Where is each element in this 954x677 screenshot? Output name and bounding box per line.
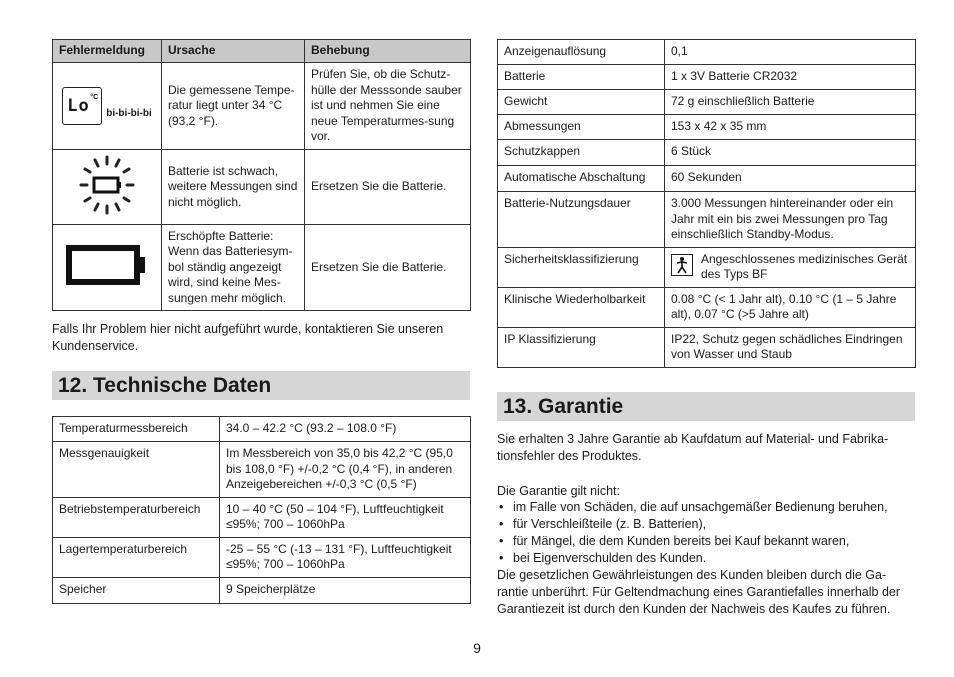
spec-label: Lagertemperaturbereich [53, 537, 220, 577]
table-row [498, 115, 916, 140]
remedy-cell: Ersetzen Sie die Batterie. [305, 150, 471, 225]
table-row [53, 417, 471, 442]
table-row [53, 577, 471, 603]
type-bf-applied-part-icon [671, 254, 693, 276]
table-row [498, 90, 916, 115]
spec-value: IP22, Schutz gegen schädliches Eindringen von Wasser und Staub [665, 327, 916, 367]
table-row [53, 497, 471, 537]
remedy-cell: Ersetzen Sie die Batterie. [305, 225, 471, 311]
spec-value: 3.000 Messungen hintereinander oder ein Jahr mit ein bis zwei Messungen pro Tag einschließlich Standby-Modus. [665, 192, 916, 248]
tech-specs-table-right [497, 39, 916, 368]
spec-value: -25 – 55 °C (-13 – 131 °F), Luftfeuchtigkeit ≤95%; 700 – 1060hPa [220, 537, 471, 577]
spec-label: Gewicht [498, 90, 665, 115]
spec-value: 0,1 [665, 40, 916, 65]
list-item: • für Mängel, die dem Kunden bereits bei Kauf bekannt waren, [497, 533, 917, 550]
table-row [53, 150, 471, 225]
spec-value: Im Messbereich von 35,0 bis 42,2 °C (95,0 bis 108,0 °F) +/-0,2 °C (0,4 °F), in anderen Anzeigebereichen +/-0,3 °C (0,5 °F) [220, 442, 471, 498]
table-row [498, 166, 916, 192]
table-row [53, 537, 471, 577]
warranty-exclusions-lead: Die Garantie gilt nicht: [497, 484, 620, 498]
table-row [53, 225, 471, 311]
remedy-cell: Prüfen Sie, ob die Schutz-hülle der Messsonde sauber ist und nehmen Sie eine neue Temperaturmes-sung vor. [305, 63, 471, 150]
spec-label: Temperaturmessbereich [53, 417, 220, 442]
spec-label: Anzeigenauflösung [498, 40, 665, 65]
table-row [498, 40, 916, 65]
spec-label: Automatische Abschaltung [498, 166, 665, 192]
spec-value: Angeschlossenes medizinisches Gerät des Typs BF [701, 251, 908, 281]
cause-cell: Erschöpfte Batterie: Wenn das Batteriesym-bol ständig angezeigt wird, sind keine Mes-sungen mehr möglich. [162, 225, 305, 311]
warranty-closing: Die gesetzlichen Gewährleistungen des Kunden bleiben durch die Ga-rantie unberührt. Für Geltendmachung eines Garantiefalles innerhalb der Garantiezeit ist durch den Kunden der Nachweis des Kaufes zu führen. [497, 568, 901, 616]
spec-value: 0.08 °C (< 1 Jahr alt), 0.10 °C (1 – 5 Jahre alt), 0.07 °C (>5 Jahre alt) [665, 287, 916, 327]
list-item: • für Verschleißteile (z. B. Batterien), [497, 516, 917, 533]
spec-label: Speicher [53, 577, 220, 603]
blinking-battery-svg [75, 155, 139, 215]
spec-value: 6 Stück [665, 140, 916, 166]
section-title-garantie: 13. Garantie [497, 392, 915, 421]
spec-label: Abmessungen [498, 115, 665, 140]
section-title-technische-daten: 12. Technische Daten [52, 371, 470, 400]
header-fehlermeldung: Fehlermeldung [53, 40, 162, 63]
table-row [498, 247, 916, 287]
spec-value: 34.0 – 42.2 °C (93.2 – 108.0 °F) [220, 417, 471, 442]
warranty-intro: Sie erhalten 3 Jahre Garantie ab Kaufdatum auf Material- und Fabrika-tionsfehler des Produktes. [497, 432, 889, 463]
tech-specs-table-left [52, 416, 471, 604]
spec-value: 60 Sekunden [665, 166, 916, 192]
spec-value: 1 x 3V Batterie CR2032 [665, 65, 916, 90]
page-number: 9 [473, 640, 481, 656]
empty-battery-icon [53, 225, 162, 311]
spec-value: 72 g einschließlich Batterie [665, 90, 916, 115]
error-table-header [53, 40, 471, 63]
table-row [498, 287, 916, 327]
lo-temperature-display-icon [53, 63, 162, 150]
spec-label: Sicherheitsklassifizierung [498, 247, 665, 287]
beep-sound-text: bi-bi-bi-bi [106, 108, 152, 120]
empty-battery-svg [65, 244, 149, 286]
table-row [498, 140, 916, 166]
header-behebung: Behebung [305, 40, 471, 63]
spec-value-with-icon [665, 247, 916, 287]
spec-label: Schutzkappen [498, 140, 665, 166]
spec-label: Batterie [498, 65, 665, 90]
spec-label: Klinische Wiederholbarkeit [498, 287, 665, 327]
table-row [498, 192, 916, 248]
warranty-exclusions-list [497, 499, 917, 567]
table-row [53, 63, 471, 150]
support-note: Falls Ihr Problem hier nicht aufgeführt wurde, kontaktieren Sie unseren Kundenservice. [52, 322, 444, 353]
cause-cell: Batterie ist schwach, weitere Messungen sind nicht möglich. [162, 150, 305, 225]
table-row [498, 327, 916, 367]
error-table [52, 39, 471, 311]
spec-value: 153 x 42 x 35 mm [665, 115, 916, 140]
spec-value: 10 – 40 °C (50 – 104 °F), Luftfeuchtigkeit ≤95%; 700 – 1060hPa [220, 497, 471, 537]
table-row [53, 442, 471, 498]
blinking-battery-icon [53, 150, 162, 225]
spec-label: Messgenauigkeit [53, 442, 220, 498]
lo-display-text: Lo [67, 96, 90, 116]
spec-value: 9 Speicherplätze [220, 577, 471, 603]
list-item: • im Falle von Schäden, die auf unsachgemäßer Bedienung beruhen, [497, 499, 917, 516]
cause-cell: Die gemessene Tempe-ratur liegt unter 34 °C (93,2 °F). [162, 63, 305, 150]
spec-label: Betriebstemperaturbereich [53, 497, 220, 537]
table-row [498, 65, 916, 90]
list-item: • bei Eigenverschulden des Kunden. [497, 550, 917, 567]
celsius-unit: °C [90, 94, 99, 101]
header-ursache: Ursache [162, 40, 305, 63]
spec-label: Batterie-Nutzungsdauer [498, 192, 665, 248]
spec-label: IP Klassifizierung [498, 327, 665, 367]
